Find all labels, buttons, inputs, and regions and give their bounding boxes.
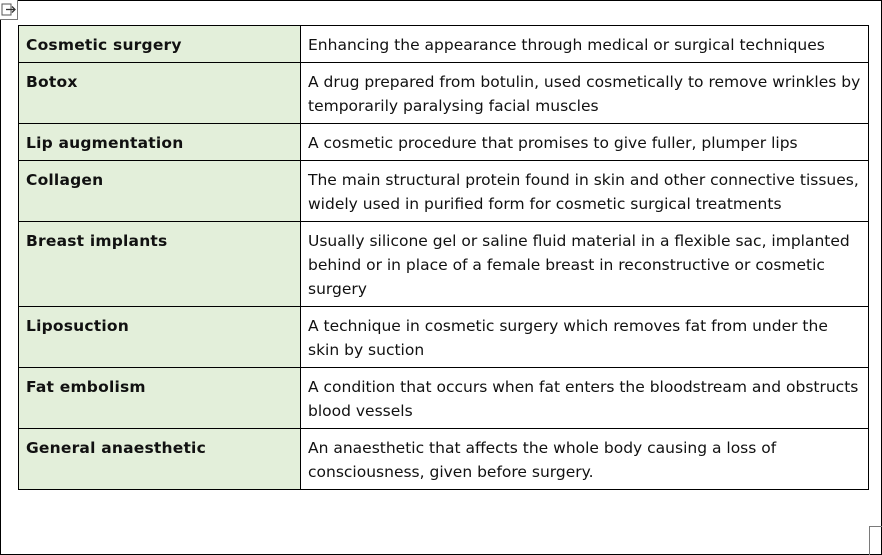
definition-cell[interactable]: A condition that occurs when fat enters the bloodstream and obstructs blood vessels [301,368,869,429]
definition-cell[interactable]: A drug prepared from botulin, used cosmetically to remove wrinkles by temporarily paralysing facial muscles [301,63,869,124]
table-row [19,222,869,307]
definition-cell[interactable]: A technique in cosmetic surgery which removes fat from under the skin by suction [301,307,869,368]
definition-cell[interactable]: Usually silicone gel or saline fluid material in a flexible sac, implanted behind or in place of a female breast in reconstructive or cosmetic surgery [301,222,869,307]
table-row [19,161,869,222]
table-row [19,368,869,429]
term-cell[interactable]: General anaesthetic [19,429,301,490]
term-cell[interactable]: Breast implants [19,222,301,307]
term-cell[interactable]: Liposuction [19,307,301,368]
term-cell[interactable]: Collagen [19,161,301,222]
term-cell[interactable]: Cosmetic surgery [19,26,301,63]
definition-cell[interactable]: The main structural protein found in skin and other connective tissues, widely used in purified form for cosmetic surgical treatments [301,161,869,222]
definition-cell[interactable]: A cosmetic procedure that promises to give fuller, plumper lips [301,124,869,161]
term-cell[interactable]: Lip augmentation [19,124,301,161]
table-row [19,26,869,63]
table-move-handle-icon[interactable] [0,0,18,20]
term-cell[interactable]: Botox [19,63,301,124]
table-row [19,307,869,368]
definition-cell[interactable]: An anaesthetic that affects the whole body causing a loss of consciousness, given before surgery. [301,429,869,490]
page-corner-mark [869,526,882,555]
table-row [19,63,869,124]
term-cell[interactable]: Fat embolism [19,368,301,429]
definition-cell[interactable]: Enhancing the appearance through medical or surgical techniques [301,26,869,63]
table-row [19,429,869,490]
glossary-table [18,25,869,490]
table-row [19,124,869,161]
